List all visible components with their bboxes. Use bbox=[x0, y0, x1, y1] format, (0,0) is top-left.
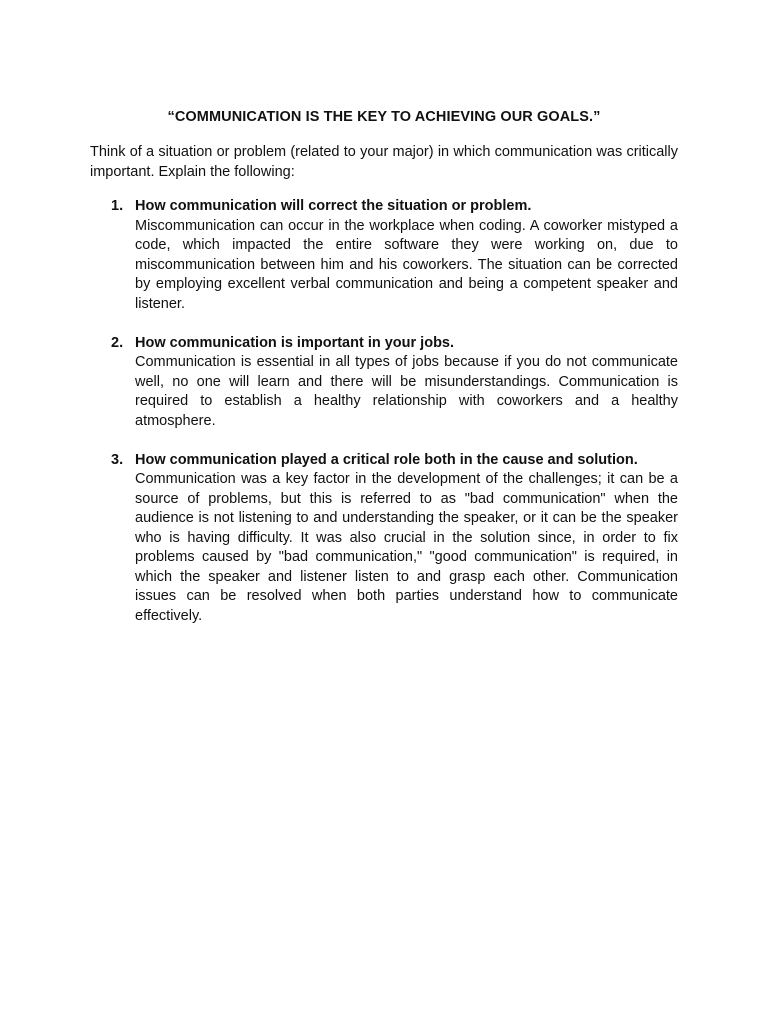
list-item-number: 1. bbox=[111, 198, 124, 214]
list-item-body: Miscommunication can occur in the workplace when coding. A coworker mistyped a code, which impacted the entire software they were working on, due to miscommunication between him and his coworkers. The situation can be corrected by employing excellent verbal communication and being a competent speaker and listener. bbox=[135, 217, 678, 312]
list-item-heading: How communication is important in your jobs. bbox=[135, 334, 455, 351]
list-item-number: 2. bbox=[111, 334, 124, 351]
list-item-body: Communication was a key factor in the development of the challenges; it can be a source of problems, but this is referred to as "bad communication" when the audience is not listening to and understanding the speaker, or it can be the speaker who is having difficulty. It was also crucial in the solution since, in order to fix problems caused by "bad communication," "good communication" is required, in which the speaker and listener listen to and grasp each other. Communication issues can be resolved when both parties understand how to communicate effectively. bbox=[135, 471, 678, 624]
list-item bbox=[90, 334, 678, 432]
list-item bbox=[90, 451, 678, 627]
numbered-list bbox=[90, 197, 678, 626]
intro-paragraph: Think of a situation or problem (related to your major) in which communication was critically important. Explain the following: bbox=[90, 144, 678, 180]
list-item bbox=[90, 197, 678, 314]
list-item-heading: How communication will correct the situation or problem. bbox=[135, 198, 532, 214]
document-title: “COMMUNICATION IS THE KEY TO ACHIEVING OUR GOALS.” bbox=[167, 109, 601, 125]
list-item-heading: How communication played a critical role both in the cause and solution. bbox=[135, 451, 638, 468]
list-item-number: 3. bbox=[111, 451, 124, 468]
list-item-body: Communication is essential in all types of jobs because if you do not communicate well, no one will learn and there will be misunderstandings. Communication is required to establish a healthy relationship with coworkers and a healthy atmosphere. bbox=[135, 354, 678, 429]
